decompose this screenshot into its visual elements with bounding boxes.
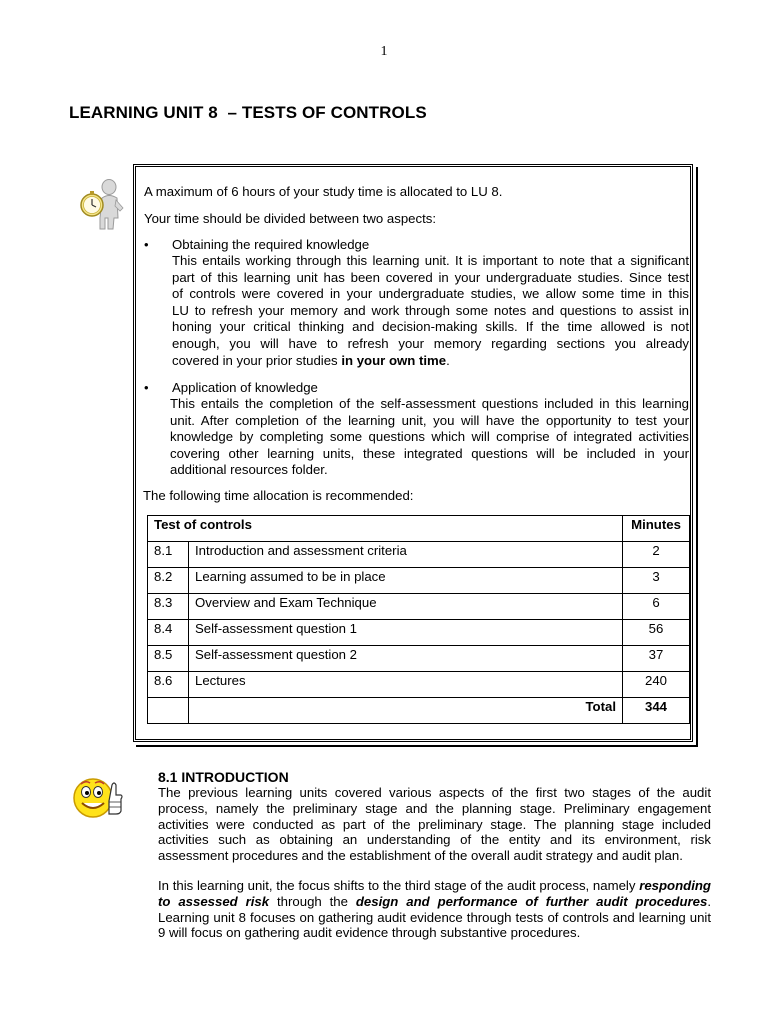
row-topic: Introduction and assessment criteria <box>189 542 623 568</box>
row-topic: Self-assessment question 1 <box>189 620 623 646</box>
row-topic: Self-assessment question 2 <box>189 646 623 672</box>
row-topic: Lectures <box>189 672 623 698</box>
table-row <box>148 646 690 672</box>
bullet2-body <box>170 396 689 479</box>
para2-text-e: . Learning unit 8 focuses on gathering audit evidence through tests of controls and learning unit 9 will focus on gathering audit evidence through substantive procedures. <box>158 893 711 941</box>
stopwatch-figure-icon <box>78 178 126 230</box>
bullet1-line: LU to refresh your memory and work through some notes and questions to assist in <box>172 302 689 318</box>
row-topic: Overview and Exam Technique <box>189 594 623 620</box>
total-value: 344 <box>623 698 690 724</box>
row-number: 8.1 <box>148 542 189 568</box>
bullet2-title: Application of knowledge <box>172 380 318 395</box>
para2-emphasis-procedures: design and performance of further audit procedures <box>355 893 708 909</box>
total-empty-cell <box>148 698 189 724</box>
bullet1-title: Obtaining the required knowledge <box>172 237 370 252</box>
bullet1-last-bold: in your own time <box>341 352 447 368</box>
page-number: 1 <box>380 44 388 59</box>
table-row <box>148 620 690 646</box>
row-number: 8.3 <box>148 594 189 620</box>
bullet1-body <box>172 253 689 369</box>
bullet2-line: unit. After completion of the learning unit, you will have the opportunity to test your <box>170 412 689 428</box>
table-row <box>148 542 690 568</box>
bullet1-line: honing your critical thinking and decision-making skills. If the time allowed is not <box>172 319 689 335</box>
para2-text-c: through the <box>269 893 356 909</box>
bullet1-last-prefix: covered in your prior studies <box>172 352 342 368</box>
table-total-row <box>148 698 690 724</box>
row-number: 8.2 <box>148 568 189 594</box>
bullet1-last-line <box>172 353 689 370</box>
header-topic: Test of controls <box>148 516 623 542</box>
bullet-dot-2: • <box>144 380 149 395</box>
row-minutes: 56 <box>623 620 690 646</box>
bullet1-line: This entails working through this learning unit. It is important to note that a significant <box>172 253 689 268</box>
section-heading: 8.1 INTRODUCTION <box>158 769 289 785</box>
header-minutes: Minutes <box>623 516 690 542</box>
table-header-row <box>148 516 690 542</box>
intro-paragraph-2 <box>158 878 711 941</box>
bullet2-line: covering other learning units, these integrated questions will be included in your <box>170 445 689 461</box>
intro-paragraph-1: The previous learning units covered various aspects of the first two stages of the audit process, namely the preliminary stage and the planning stage. Preliminary engagement activities were conducted as part of the preliminary stage. The planning stage included activities such as obtaining an understanding of the entity and its environment, risk assessment procedures and the establishment of the overall audit strategy and audit plan. <box>158 785 711 864</box>
row-minutes: 6 <box>623 594 690 620</box>
table-row <box>148 672 690 698</box>
time-max-text: A maximum of 6 hours of your study time is allocated to LU 8. <box>144 184 503 199</box>
unit-title: LEARNING UNIT 8 – TESTS OF CONTROLS <box>69 103 427 122</box>
bullet1-line: enough, you will have to refresh your memory regarding sections you already <box>172 335 689 351</box>
smiley-thumbs-up-icon <box>71 771 123 821</box>
para2-text-a: In this learning unit, the focus shifts to the third stage of the audit process, namely <box>158 878 640 893</box>
total-label: Total <box>189 698 623 724</box>
row-minutes: 3 <box>623 568 690 594</box>
row-number: 8.6 <box>148 672 189 698</box>
row-number: 8.4 <box>148 620 189 646</box>
time-allocation-table <box>147 515 690 724</box>
row-topic: Learning assumed to be in place <box>189 568 623 594</box>
bullet1-last-suffix: . <box>446 352 450 368</box>
table-row <box>148 594 690 620</box>
recommended-text: The following time allocation is recommended: <box>143 488 414 503</box>
bullet-dot-1: • <box>144 237 149 252</box>
bullet2-line: additional resources folder. <box>170 462 328 478</box>
row-minutes: 2 <box>623 542 690 568</box>
bullet1-line: of controls were covered in your undergraduate studies, we allow some time in this <box>172 286 689 302</box>
bullet1-line: part of this learning unit has been covered in your undergraduate studies. Since test <box>172 269 689 285</box>
bullet2-line: This entails the completion of the self-assessment questions included in this learning <box>170 396 689 411</box>
para2-emphasis-risk: responding to assessed risk <box>158 878 711 909</box>
row-number: 8.5 <box>148 646 189 672</box>
row-minutes: 240 <box>623 672 690 698</box>
table-row <box>148 568 690 594</box>
time-divided-text: Your time should be divided between two aspects: <box>144 211 437 226</box>
bullet2-line: knowledge by completing some questions which will comprise of integrated activities <box>170 429 689 445</box>
row-minutes: 37 <box>623 646 690 672</box>
